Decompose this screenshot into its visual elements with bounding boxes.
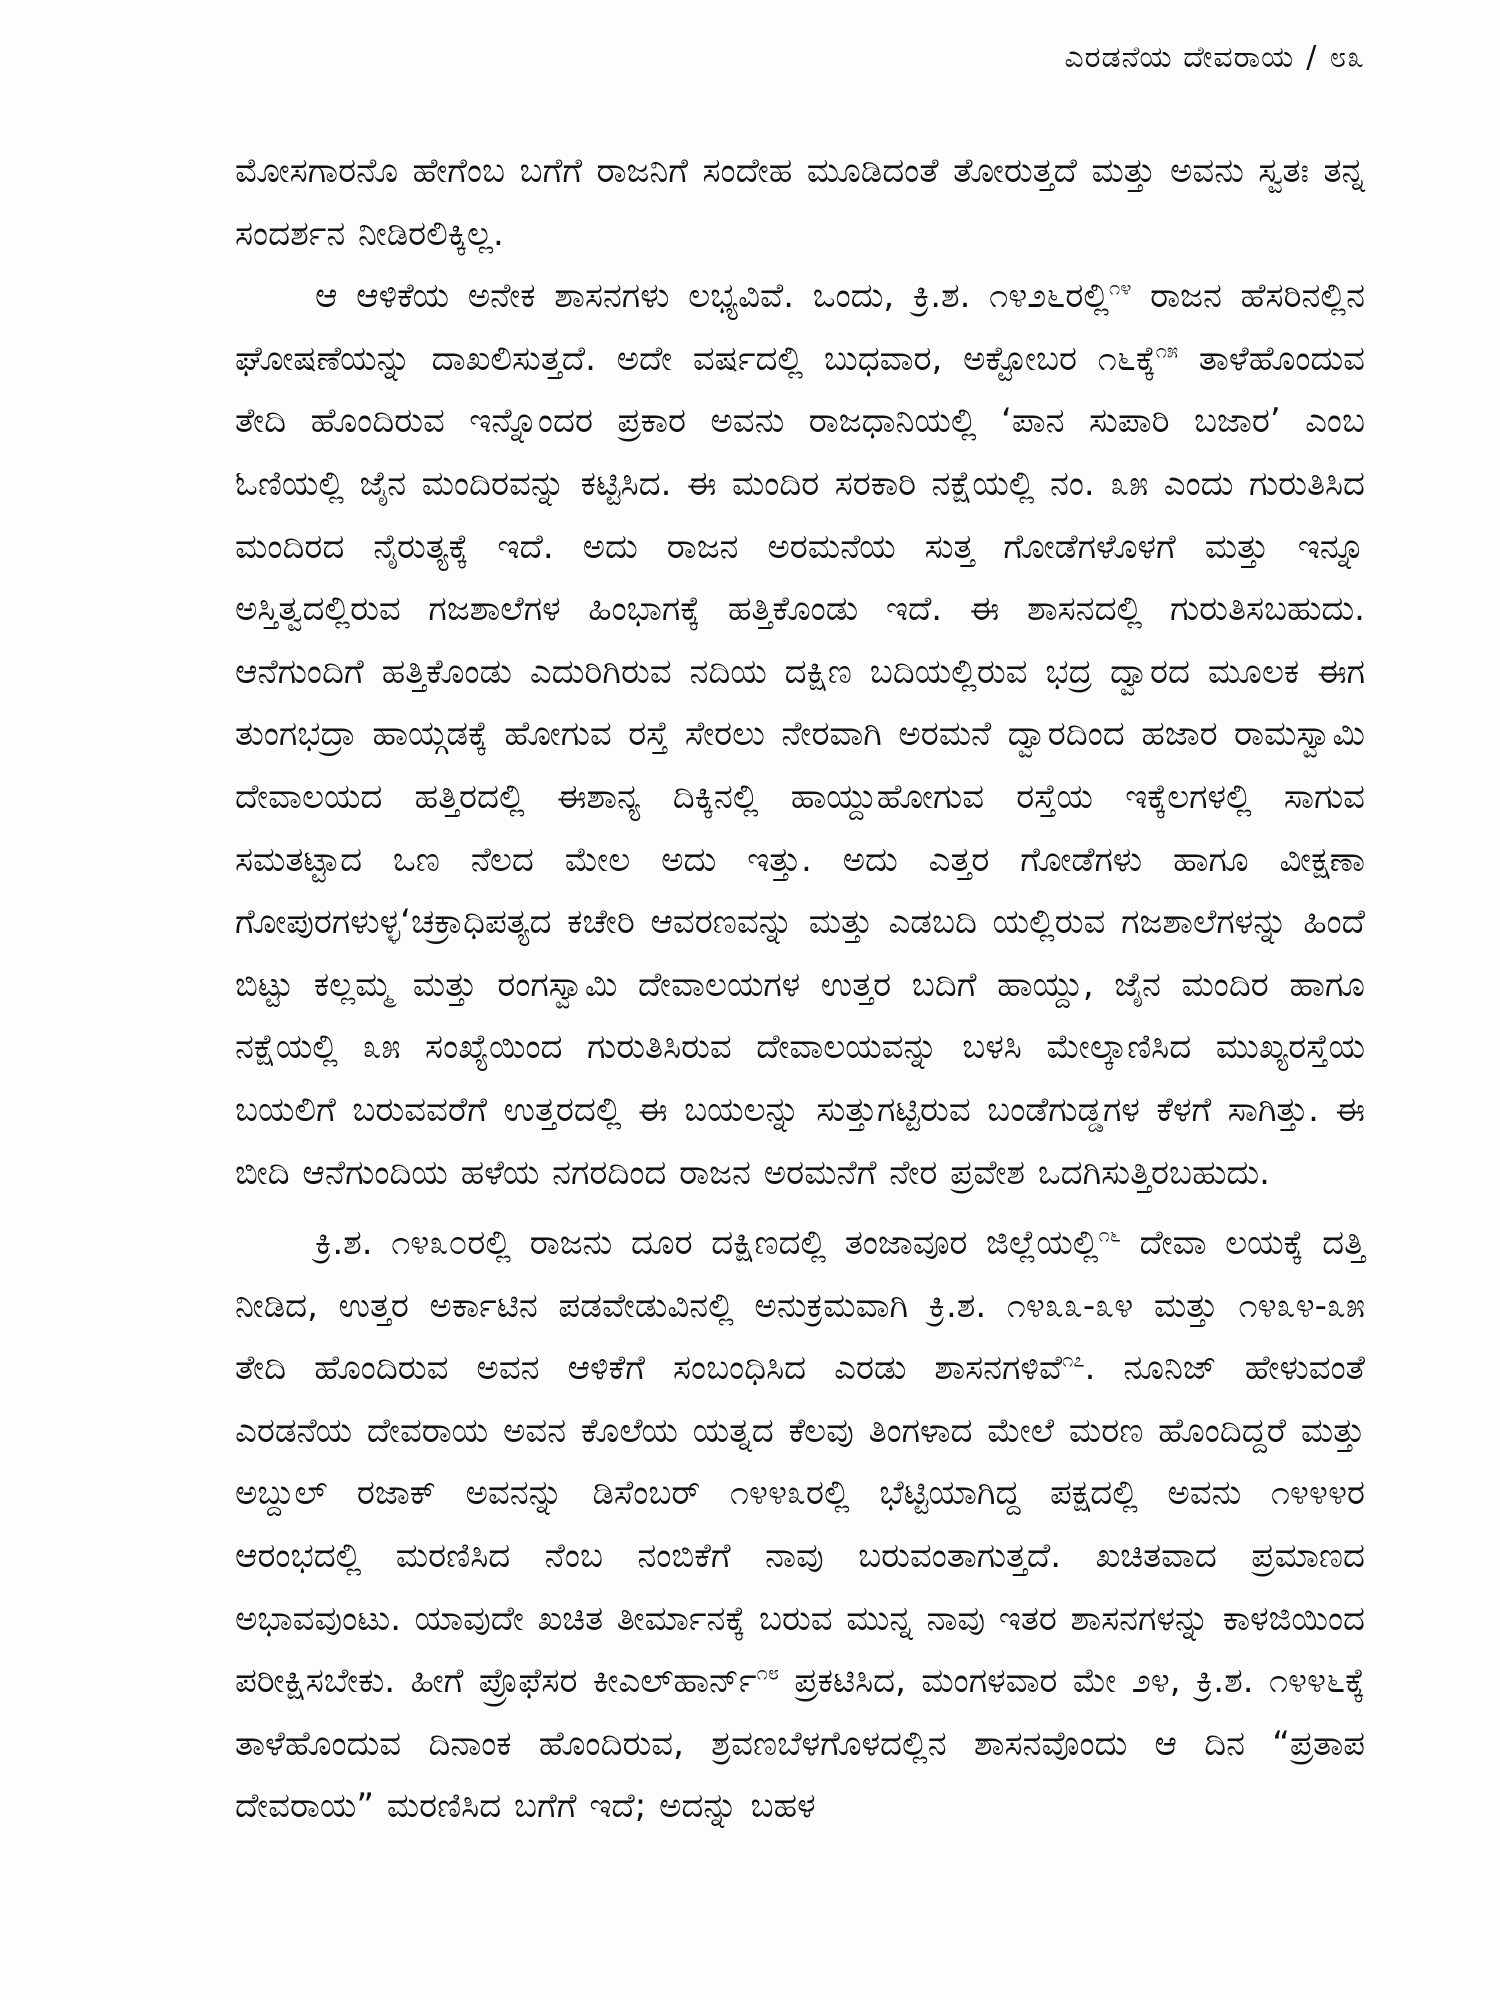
- paragraph-3: ಕ್ರಿ.ಶ. ೧೪೩೦ರಲ್ಲಿ ರಾಜನು ದೂರ ದಕ್ಷಿಣದಲ್ಲಿ ತಂಜಾವೂರ ಜಿಲ್ಲೆಯಲ್ಲಿ$^{೧೬}$ ದೇವಾ ಲಯಕ್ಕೆ ದತ್ತಿ ನೀಡಿದ, ಉತ್ತರ ಅರ್ಕಾಟಿನ ಪಡವೇಡುವಿನಲ್ಲಿ ಅನುಕ್ರಮವಾಗಿ ಕ್ರಿ.ಶ. ೧೪೩೩-೩೪ ಮತ್ತು ೧೪೩೪-೩೫ ತೇದಿ ಹೊಂದಿರುವ ಅವನ ಆಳಿಕೆಗೆ ಸಂಬಂಧಿಸಿದ ಎರಡು ಶಾಸನಗಳಿವೆ$^{೧೭}$. ನೂನಿಜ್ ಹೇಳುವಂತೆ ಎರಡನೆಯ ದೇವರಾಯ ಅವನ ಕೊಲೆಯ ಯತ್ನದ ಕೆಲವು ತಿಂಗಳಾದ ಮೇಲೆ ಮರಣ ಹೊಂದಿದ್ದರೆ ಮತ್ತು ಅಬ್ದುಲ್ ರಜಾಕ್ ಅವನನ್ನು ಡಿಸೆಂಬರ್ ೧೪೪೩ರಲ್ಲಿ ಭೆಟ್ಟಿಯಾಗಿದ್ದ ಪಕ್ಷದಲ್ಲಿ ಅವನು ೧೪೪೪ರ ಆರಂಭದಲ್ಲಿ ಮರಣಿಸಿದ ನೆಂಬ ನಂಬಿಕೆಗೆ ನಾವು ಬರುವಂತಾಗುತ್ತದೆ. ಖಚಿತವಾದ ಪ್ರಮಾಣದ ಅಭಾವವುಂಟು. ಯಾವುದೇ ಖಚಿತ ತೀರ್ಮಾನಕ್ಕೆ ಬರುವ ಮುನ್ನ ನಾವು ಇತರ ಶಾಸನಗಳನ್ನು ಕಾಳಜಿಯಿಂದ ಪರೀಕ್ಷಿಸಬೇಕು. ಹೀಗೆ ಪ್ರೊಫೆಸರ ಕೀಎಲ್‌ಹಾರ್ನ್$^{೧೮}$ ಪ್ರಕಟಿಸಿದ, ಮಂಗಳವಾರ ಮೇ ೨೪, ಕ್ರಿ.ಶ. ೧೪೪೬ಕ್ಕೆ ತಾಳೆಹೊಂದುವ ದಿನಾಂಕ ಹೊಂದಿರುವ, ಶ್ರವಣಬೆಳಗೊಳದಲ್ಲಿನ ಶಾಸನವೊಂದು ಆ ದಿನ “ಪ್ರತಾಪ ದೇವರಾಯ” ಮರಣಿಸಿದ ಬಗೆಗೆ ಇದೆ; ಅದನ್ನು ಬಹಳ: [235, 1222, 1366, 1827]
- running-header: [1064, 40, 1365, 75]
- footnote-marker[interactable]: ೧೮: [756, 1660, 779, 1685]
- chapter-title: ಎರಡನೆಯ ದೇವರಾಯ: [1064, 40, 1295, 75]
- paragraph-1: ಮೋಸಗಾರನೊ ಹೇಗೆಂಬ ಬಗೆಗೆ ರಾಜನಿಗೆ ಸಂದೇಹ ಮೂಡಿದಂತೆ ತೋರುತ್ತದೆ ಮತ್ತು ಅವನು ಸ್ವತಃ ತನ್ನ ಸಂದರ್ಶನ ನೀಡಿರಲಿಕ್ಕಿಲ್ಲ.: [235, 151, 1365, 254]
- footnote-marker[interactable]: ೧೬: [1098, 1222, 1121, 1247]
- paragraph-2: ಆ ಆಳಿಕೆಯ ಅನೇಕ ಶಾಸನಗಳು ಲಭ್ಯವಿವೆ. ಒಂದು, ಕ್ರಿ.ಶ. ೧೪೨೬ರಲ್ಲಿ$^{೧೪}$ ರಾಜನ ಹೆಸರಿನಲ್ಲಿನ ಘೋಷಣೆಯನ್ನು ದಾಖಲಿಸುತ್ತದೆ. ಅದೇ ವರ್ಷದಲ್ಲಿ ಬುಧವಾರ, ಅಕ್ಟೋಬರ ೧೬ಕ್ಕೆ$^{೧೫}$ ತಾಳೆಹೊಂದುವ ತೇದಿ ಹೊಂದಿರುವ ಇನ್ನೊಂದರ ಪ್ರಕಾರ ಅವನು ರಾಜಧಾನಿಯಲ್ಲಿ ‘ಪಾನ ಸುಪಾರಿ ಬಜಾರ’ ಎಂಬ ಓಣಿಯಲ್ಲಿ ಜೈನ ಮಂದಿರವನ್ನು ಕಟ್ಟಿಸಿದ. ಈ ಮಂದಿರ ಸರಕಾರಿ ನಕ್ಷೆಯಲ್ಲಿ ನಂ. ೩೫ ಎಂದು ಗುರುತಿಸಿದ ಮಂದಿರದ ನೈರುತ್ಯಕ್ಕೆ ಇದೆ. ಅದು ರಾಜನ ಅರಮನೆಯ ಸುತ್ತ ಗೋಡೆಗಳೊಳಗೆ ಮತ್ತು ಇನ್ನೂ ಅಸ್ತಿತ್ವದಲ್ಲಿರುವ ಗಜಶಾಲೆಗಳ ಹಿಂಭಾಗಕ್ಕೆ ಹತ್ತಿಕೊಂಡು ಇದೆ. ಈ ಶಾಸನದಲ್ಲಿ ಗುರುತಿಸಬಹುದು. ಆನೆಗುಂದಿಗೆ ಹತ್ತಿಕೊಂಡು ಎದುರಿಗಿರುವ ನದಿಯ ದಕ್ಷಿಣ ಬದಿಯಲ್ಲಿರುವ ಭದ್ರ ದ್ವಾರದ ಮೂಲಕ ಈಗ ತುಂಗಭದ್ರಾ ಹಾಯ್ಗಡಕ್ಕೆ ಹೋಗುವ ರಸ್ತೆ ಸೇರಲು ನೇರವಾಗಿ ಅರಮನೆ ದ್ವಾರದಿಂದ ಹಜಾರ ರಾಮಸ್ವಾಮಿ ದೇವಾಲಯದ ಹತ್ತಿರದಲ್ಲಿ ಈಶಾನ್ಯ ದಿಕ್ಕಿನಲ್ಲಿ ಹಾಯ್ದುಹೋಗುವ ರಸ್ತೆಯ ಇಕ್ಕೆಲಗಳಲ್ಲಿ ಸಾಗುವ ಸಮತಟ್ಟಾದ ಒಣ ನೆಲದ ಮೇಲ ಅದು ಇತ್ತು. ಅದು ಎತ್ತರ ಗೋಡೆಗಳು ಹಾಗೂ ವೀಕ್ಷಣಾ ಗೋಪುರಗಳುಳ್ಳ‘ಚಕ್ರಾಧಿಪತ್ಯದ ಕಚೇರಿ ಆವರಣವನ್ನು ಮತ್ತು ಎಡಬದಿ ಯಲ್ಲಿರುವ ಗಜಶಾಲೆಗಳನ್ನು ಹಿಂದೆ ಬಿಟ್ಟು ಕಲ್ಲಮ್ಮ ಮತ್ತು ರಂಗಸ್ವಾಮಿ ದೇವಾಲಯಗಳ ಉತ್ತರ ಬದಿಗೆ ಹಾಯ್ದು, ಜೈನ ಮಂದಿರ ಹಾಗೂ ನಕ್ಷೆಯಲ್ಲಿ ೩೫ ಸಂಖ್ಯೆಯಿಂದ ಗುರುತಿಸಿರುವ ದೇವಾಲಯವನ್ನು ಬಳಸಿ ಮೇಲ್ಕಾಣಿಸಿದ ಮುಖ್ಯರಸ್ತೆಯ ಬಯಲಿಗೆ ಬರುವವರೆಗೆ ಉತ್ತರದಲ್ಲಿ ಈ ಬಯಲನ್ನು ಸುತ್ತುಗಟ್ಟಿರುವ ಬಂಡೆಗುಡ್ಡಗಳ ಕೆಳಗೆ ಸಾಗಿತ್ತು. ಈ ಬೀದಿ ಆನೆಗುಂದಿಯ ಹಳೆಯ ನಗರದಿಂದ ರಾಜನ ಅರಮನೆಗೆ ನೇರ ಪ್ರವೇಶ ಒದಗಿಸುತ್ತಿರಬಹುದು.: [235, 275, 1366, 1193]
- footnote-marker[interactable]: ೧೫: [1155, 338, 1179, 363]
- header-separator: /: [1306, 40, 1318, 75]
- body-text: [235, 140, 1365, 1838]
- page-number: ೮೩: [1329, 40, 1365, 75]
- footnote-marker[interactable]: ೧೭: [1062, 1347, 1085, 1372]
- footnote-marker[interactable]: ೧೪: [1109, 275, 1132, 300]
